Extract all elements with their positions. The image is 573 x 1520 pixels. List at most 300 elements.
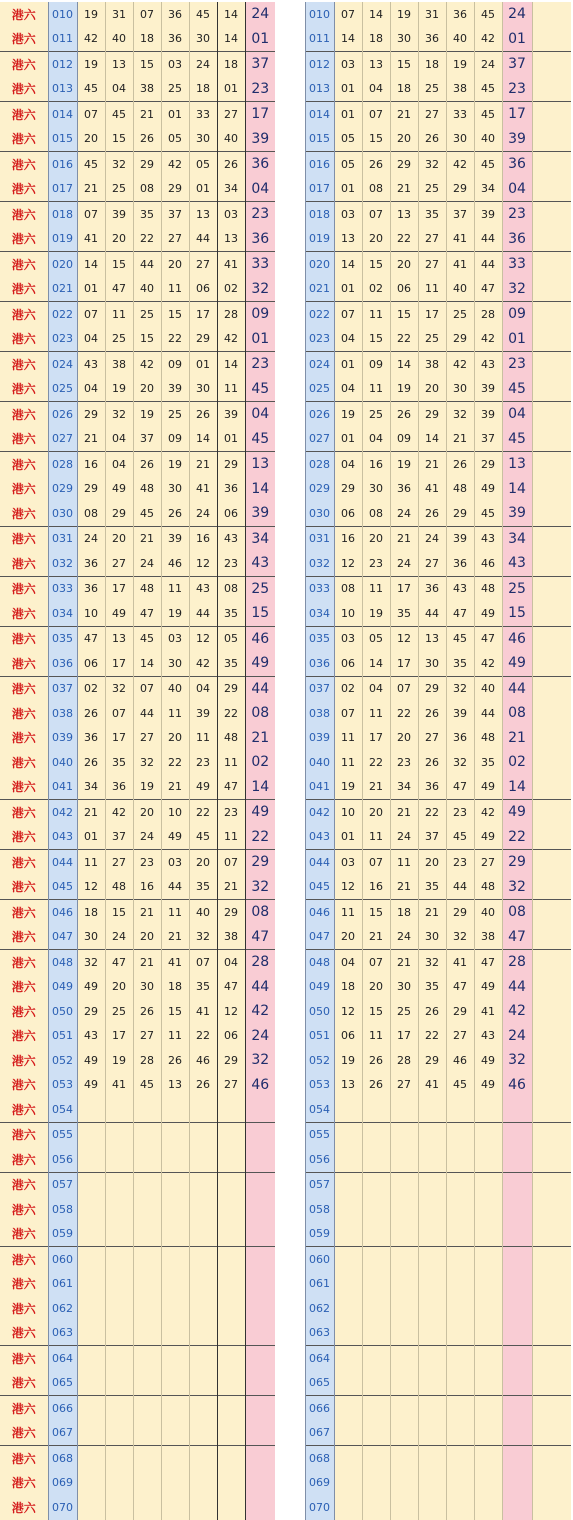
drawn-number <box>189 1346 217 1371</box>
sorted-number: 44 <box>474 701 502 726</box>
spacer-cell <box>281 501 305 526</box>
trailing-cell <box>532 377 571 402</box>
sorted-number: 02 <box>334 676 362 701</box>
sorted-number: 05 <box>334 152 362 177</box>
special-number: 08 <box>245 900 275 925</box>
sorted-number <box>474 1346 502 1371</box>
drawn-number <box>189 1197 217 1222</box>
drawn-number: 38 <box>105 352 133 377</box>
sorted-number: 34 <box>474 177 502 202</box>
table-row <box>281 1296 571 1321</box>
trailing-cell <box>532 551 571 576</box>
sorted-number: 40 <box>474 127 502 152</box>
drawn-number: 22 <box>133 227 161 252</box>
row-label: 港六 <box>0 477 48 502</box>
issue-number: 059 <box>305 1222 334 1247</box>
sorted-number: 23 <box>362 551 390 576</box>
drawn-number: 22 <box>161 750 189 775</box>
sorted-number <box>362 1122 390 1147</box>
drawn-number: 01 <box>217 427 245 452</box>
drawn-number: 23 <box>189 750 217 775</box>
issue-number: 032 <box>305 551 334 576</box>
sorted-number: 21 <box>390 875 418 900</box>
table-row <box>281 576 571 601</box>
table-row <box>281 1396 571 1421</box>
trailing-cell <box>532 52 571 77</box>
drawn-number: 40 <box>189 900 217 925</box>
drawn-number <box>217 1122 245 1147</box>
table-row <box>0 302 275 327</box>
drawn-number <box>133 1247 161 1272</box>
table-row <box>0 1073 275 1098</box>
drawn-number: 11 <box>105 302 133 327</box>
row-label: 港六 <box>0 127 48 152</box>
issue-number: 033 <box>48 576 77 601</box>
drawn-number: 36 <box>77 551 105 576</box>
drawn-number: 14 <box>217 352 245 377</box>
special-number: 09 <box>502 302 532 327</box>
sorted-number <box>418 1222 446 1247</box>
row-label: 港六 <box>0 1471 48 1496</box>
sorted-number: 26 <box>418 127 446 152</box>
table-row <box>0 1421 275 1446</box>
sorted-number: 26 <box>362 1048 390 1073</box>
sorted-number: 27 <box>418 726 446 751</box>
sorted-number: 04 <box>334 452 362 477</box>
sorted-number <box>418 1272 446 1297</box>
table-row <box>281 1421 571 1446</box>
special-number <box>502 1247 532 1272</box>
special-number <box>502 1396 532 1421</box>
sorted-number <box>334 1222 362 1247</box>
spacer-cell <box>281 452 305 477</box>
drawn-number: 48 <box>133 576 161 601</box>
row-label: 港六 <box>0 327 48 352</box>
row-label: 港六 <box>0 1446 48 1471</box>
special-number: 21 <box>502 726 532 751</box>
issue-number: 032 <box>48 551 77 576</box>
drawn-number <box>161 1346 189 1371</box>
table-row <box>0 676 275 701</box>
sorted-number: 11 <box>362 1024 390 1049</box>
sorted-number: 29 <box>446 501 474 526</box>
row-label: 港六 <box>0 775 48 800</box>
sorted-number <box>474 1421 502 1446</box>
special-number: 46 <box>502 626 532 651</box>
special-number: 46 <box>245 626 275 651</box>
drawn-number: 19 <box>161 601 189 626</box>
drawn-number: 20 <box>161 726 189 751</box>
sorted-number <box>446 1172 474 1197</box>
drawn-number <box>189 1321 217 1346</box>
sorted-number <box>362 1272 390 1297</box>
special-number: 36 <box>245 227 275 252</box>
special-number <box>502 1371 532 1396</box>
special-number: 21 <box>245 726 275 751</box>
sorted-number: 01 <box>334 102 362 127</box>
sorted-number <box>390 1272 418 1297</box>
sorted-number: 39 <box>446 701 474 726</box>
table-row <box>0 27 275 52</box>
trailing-cell <box>532 427 571 452</box>
sorted-number <box>474 1097 502 1122</box>
issue-number: 053 <box>305 1073 334 1098</box>
sorted-number: 42 <box>474 327 502 352</box>
row-label: 港六 <box>0 626 48 651</box>
special-number <box>245 1495 275 1520</box>
sorted-number: 30 <box>418 651 446 676</box>
sorted-number: 42 <box>474 651 502 676</box>
sorted-number: 12 <box>334 875 362 900</box>
sorted-number <box>362 1495 390 1520</box>
special-number <box>502 1321 532 1346</box>
sorted-number: 47 <box>446 775 474 800</box>
table-row <box>281 202 571 227</box>
table-row <box>0 1272 275 1297</box>
special-number <box>245 1272 275 1297</box>
drawn-number: 21 <box>133 900 161 925</box>
sorted-number: 21 <box>418 452 446 477</box>
sorted-number: 39 <box>474 402 502 427</box>
sorted-number: 20 <box>418 850 446 875</box>
sorted-number: 16 <box>362 875 390 900</box>
trailing-cell <box>532 1495 571 1520</box>
drawn-number: 17 <box>105 576 133 601</box>
drawn-number: 22 <box>217 701 245 726</box>
drawn-number: 14 <box>77 252 105 277</box>
drawn-number: 27 <box>161 227 189 252</box>
drawn-number <box>133 1222 161 1247</box>
special-number <box>245 1197 275 1222</box>
sorted-number <box>334 1247 362 1272</box>
special-number <box>502 1197 532 1222</box>
issue-number: 031 <box>305 526 334 551</box>
drawn-number: 27 <box>133 1024 161 1049</box>
drawn-number: 04 <box>105 427 133 452</box>
sorted-number: 43 <box>446 576 474 601</box>
special-number: 32 <box>245 875 275 900</box>
sorted-number <box>334 1172 362 1197</box>
special-number: 04 <box>502 402 532 427</box>
special-number <box>502 1097 532 1122</box>
table-row <box>281 402 571 427</box>
trailing-cell <box>532 1296 571 1321</box>
spacer-cell <box>281 626 305 651</box>
sorted-number: 05 <box>362 626 390 651</box>
table-row <box>0 1247 275 1272</box>
drawn-number: 44 <box>161 875 189 900</box>
issue-number: 023 <box>48 327 77 352</box>
issue-number: 069 <box>305 1471 334 1496</box>
drawn-number: 45 <box>133 1073 161 1098</box>
table-row <box>281 701 571 726</box>
table-row <box>0 726 275 751</box>
special-number <box>502 1272 532 1297</box>
drawn-number: 03 <box>161 52 189 77</box>
special-number <box>245 1321 275 1346</box>
special-number: 47 <box>502 925 532 950</box>
table-row <box>281 1197 571 1222</box>
drawn-number: 47 <box>217 775 245 800</box>
sorted-number: 19 <box>390 2 418 27</box>
issue-number: 023 <box>305 327 334 352</box>
drawn-number <box>161 1097 189 1122</box>
special-number: 36 <box>245 152 275 177</box>
sorted-number: 36 <box>418 27 446 52</box>
trailing-cell <box>532 626 571 651</box>
special-number: 08 <box>502 900 532 925</box>
drawn-number: 22 <box>189 800 217 825</box>
special-number <box>245 1371 275 1396</box>
sorted-number: 07 <box>362 202 390 227</box>
sorted-number: 06 <box>334 1024 362 1049</box>
drawn-number: 42 <box>189 651 217 676</box>
table-row <box>281 477 571 502</box>
special-number: 14 <box>245 477 275 502</box>
sorted-number: 29 <box>446 999 474 1024</box>
special-number: 49 <box>502 800 532 825</box>
drawn-number: 28 <box>217 302 245 327</box>
drawn-number: 23 <box>217 800 245 825</box>
drawn-number <box>105 1446 133 1471</box>
sorted-number: 48 <box>474 576 502 601</box>
sorted-number: 22 <box>418 800 446 825</box>
sorted-number: 26 <box>390 402 418 427</box>
special-number: 25 <box>502 576 532 601</box>
drawn-number <box>189 1247 217 1272</box>
sorted-number: 19 <box>334 775 362 800</box>
spacer-cell <box>281 1421 305 1446</box>
special-number <box>502 1147 532 1172</box>
sorted-number: 20 <box>390 252 418 277</box>
special-number: 14 <box>245 775 275 800</box>
special-number <box>245 1147 275 1172</box>
sorted-number <box>418 1097 446 1122</box>
trailing-cell <box>532 152 571 177</box>
trailing-cell <box>532 651 571 676</box>
sorted-number: 13 <box>390 202 418 227</box>
spacer-cell <box>281 1346 305 1371</box>
drawn-number: 11 <box>217 825 245 850</box>
spacer-cell <box>281 252 305 277</box>
sorted-number: 18 <box>334 975 362 1000</box>
drawn-number <box>133 1296 161 1321</box>
issue-number: 010 <box>305 2 334 27</box>
drawn-number: 21 <box>161 925 189 950</box>
drawn-number: 29 <box>133 152 161 177</box>
trailing-cell <box>532 900 571 925</box>
drawn-number: 15 <box>161 999 189 1024</box>
sorted-number: 15 <box>362 127 390 152</box>
row-label: 港六 <box>0 676 48 701</box>
sorted-number <box>390 1495 418 1520</box>
special-number <box>502 1495 532 1520</box>
trailing-cell <box>532 526 571 551</box>
trailing-cell <box>532 875 571 900</box>
sorted-number: 13 <box>334 227 362 252</box>
sorted-number <box>418 1396 446 1421</box>
issue-number: 021 <box>48 277 77 302</box>
drawn-number: 26 <box>189 1073 217 1098</box>
table-row <box>0 202 275 227</box>
issue-number: 027 <box>48 427 77 452</box>
issue-number: 040 <box>305 750 334 775</box>
special-number: 17 <box>502 102 532 127</box>
spacer-cell <box>281 352 305 377</box>
drawn-number: 08 <box>77 501 105 526</box>
drawn-number: 12 <box>217 999 245 1024</box>
sorted-number: 43 <box>474 352 502 377</box>
issue-number: 028 <box>48 452 77 477</box>
sorted-number: 21 <box>418 900 446 925</box>
sorted-number: 38 <box>446 77 474 102</box>
drawn-number: 48 <box>217 726 245 751</box>
row-label: 港六 <box>0 850 48 875</box>
table-row <box>281 1371 571 1396</box>
drawn-number: 24 <box>77 526 105 551</box>
trailing-cell <box>532 1073 571 1098</box>
sorted-number: 26 <box>362 152 390 177</box>
drawn-number <box>77 1222 105 1247</box>
drawn-number: 32 <box>133 750 161 775</box>
sorted-number: 24 <box>390 551 418 576</box>
table-row <box>0 1122 275 1147</box>
sorted-number: 45 <box>474 501 502 526</box>
issue-number: 065 <box>48 1371 77 1396</box>
drawn-number <box>161 1222 189 1247</box>
issue-number: 030 <box>305 501 334 526</box>
drawn-number <box>133 1446 161 1471</box>
table-row <box>0 1296 275 1321</box>
issue-number: 058 <box>305 1197 334 1222</box>
issue-number: 029 <box>48 477 77 502</box>
spacer-cell <box>281 850 305 875</box>
special-number: 42 <box>502 999 532 1024</box>
spacer-cell <box>281 551 305 576</box>
issue-number: 017 <box>305 177 334 202</box>
sorted-number: 08 <box>334 576 362 601</box>
sorted-number: 45 <box>446 1073 474 1098</box>
drawn-number: 20 <box>105 227 133 252</box>
drawn-number <box>133 1272 161 1297</box>
sorted-number: 07 <box>334 2 362 27</box>
special-number: 49 <box>245 800 275 825</box>
sorted-number: 29 <box>446 177 474 202</box>
drawn-number <box>161 1296 189 1321</box>
drawn-number: 03 <box>161 626 189 651</box>
issue-number: 021 <box>305 277 334 302</box>
drawn-number: 03 <box>217 202 245 227</box>
drawn-number: 06 <box>217 1024 245 1049</box>
row-label: 港六 <box>0 526 48 551</box>
drawn-number: 47 <box>105 950 133 975</box>
issue-number: 034 <box>48 601 77 626</box>
sorted-number: 47 <box>474 277 502 302</box>
sorted-number: 45 <box>474 2 502 27</box>
sorted-number: 36 <box>390 477 418 502</box>
sorted-number: 41 <box>418 1073 446 1098</box>
drawn-number: 49 <box>77 1048 105 1073</box>
table-row <box>281 601 571 626</box>
sorted-number: 03 <box>334 626 362 651</box>
sorted-number <box>390 1097 418 1122</box>
row-label: 港六 <box>0 1122 48 1147</box>
issue-number: 068 <box>305 1446 334 1471</box>
drawn-number: 26 <box>161 1048 189 1073</box>
sorted-number <box>362 1222 390 1247</box>
table-row <box>0 277 275 302</box>
trailing-cell <box>532 452 571 477</box>
trailing-cell <box>532 477 571 502</box>
drawn-number: 07 <box>105 701 133 726</box>
sorted-number: 17 <box>390 651 418 676</box>
sorted-number: 36 <box>446 2 474 27</box>
sorted-number: 20 <box>390 127 418 152</box>
drawn-number: 39 <box>217 402 245 427</box>
table-row <box>0 102 275 127</box>
table-row <box>281 1172 571 1197</box>
drawn-number: 21 <box>77 800 105 825</box>
sorted-number: 07 <box>362 950 390 975</box>
row-label: 港六 <box>0 1346 48 1371</box>
sorted-number: 39 <box>474 377 502 402</box>
sorted-number: 20 <box>362 526 390 551</box>
trailing-cell <box>532 302 571 327</box>
drawn-number: 11 <box>161 1024 189 1049</box>
drawn-number <box>161 1371 189 1396</box>
sorted-number <box>390 1172 418 1197</box>
special-number <box>502 1421 532 1446</box>
drawn-number: 15 <box>133 52 161 77</box>
sorted-number: 36 <box>418 576 446 601</box>
sorted-number <box>446 1122 474 1147</box>
table-row <box>281 152 571 177</box>
special-number: 01 <box>245 327 275 352</box>
drawn-number: 12 <box>189 626 217 651</box>
sorted-number <box>390 1446 418 1471</box>
issue-number: 036 <box>48 651 77 676</box>
drawn-number: 06 <box>189 277 217 302</box>
special-number: 36 <box>502 227 532 252</box>
drawn-number: 04 <box>189 676 217 701</box>
row-label: 港六 <box>0 1147 48 1172</box>
issue-number: 070 <box>305 1495 334 1520</box>
sorted-number: 48 <box>474 726 502 751</box>
drawn-number: 19 <box>77 2 105 27</box>
spacer-cell <box>281 477 305 502</box>
drawn-number: 24 <box>105 925 133 950</box>
table-row <box>0 825 275 850</box>
drawn-number: 11 <box>217 750 245 775</box>
sorted-number <box>334 1346 362 1371</box>
drawn-number: 05 <box>217 626 245 651</box>
sorted-number: 49 <box>474 825 502 850</box>
drawn-number: 44 <box>133 252 161 277</box>
drawn-number: 17 <box>105 726 133 751</box>
sorted-number: 24 <box>390 501 418 526</box>
special-number: 44 <box>502 676 532 701</box>
sorted-number <box>334 1371 362 1396</box>
table-row <box>281 750 571 775</box>
sorted-number <box>474 1296 502 1321</box>
table-row <box>0 1197 275 1222</box>
sorted-number: 17 <box>390 576 418 601</box>
table-row <box>0 501 275 526</box>
row-label: 港六 <box>0 1097 48 1122</box>
drawn-number <box>77 1296 105 1321</box>
sorted-number <box>418 1197 446 1222</box>
sorted-number: 17 <box>418 302 446 327</box>
